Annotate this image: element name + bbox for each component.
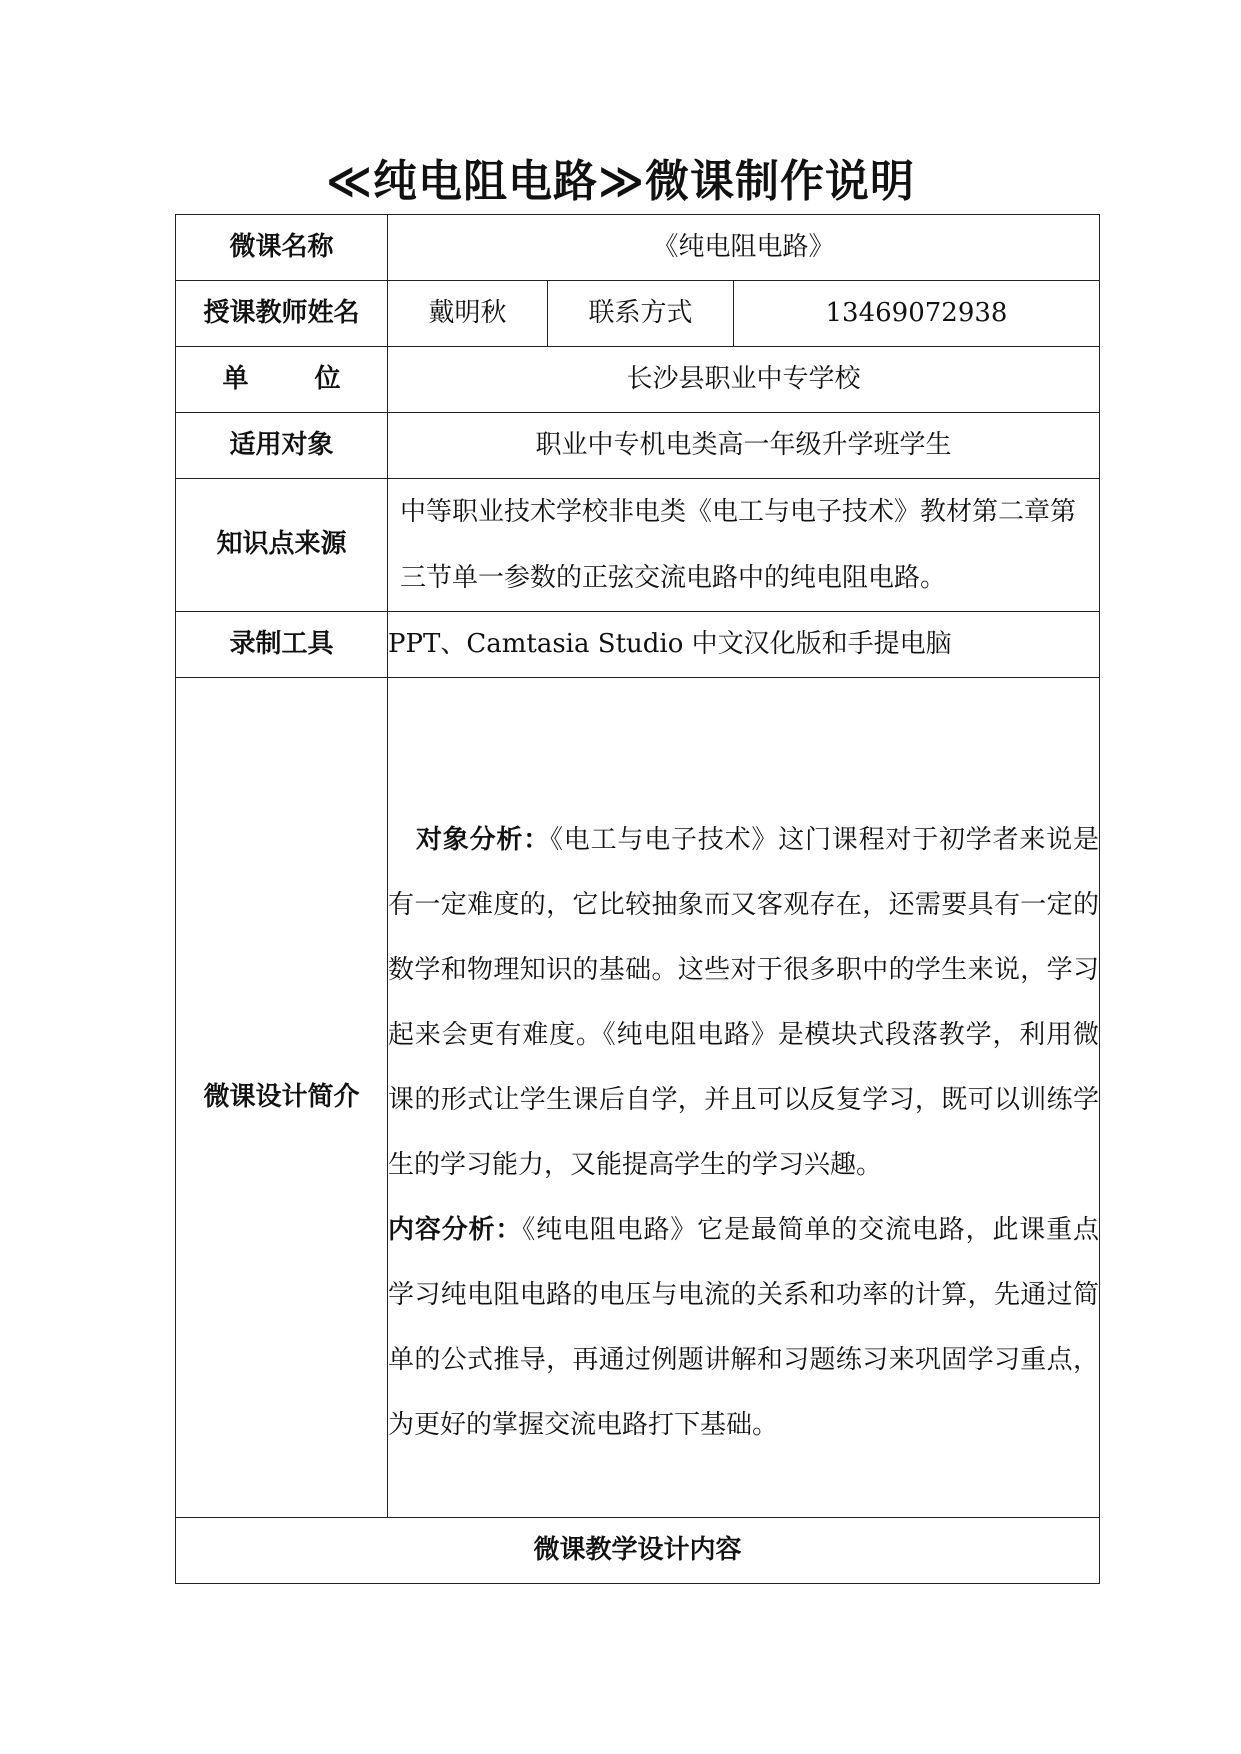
unit-label-right: 位 <box>314 363 341 394</box>
audience-label: 适用对象 <box>176 413 388 479</box>
contact-label: 联系方式 <box>548 281 734 347</box>
tools-label: 录制工具 <box>176 612 388 678</box>
unit-label <box>176 347 388 413</box>
contact-value: 13469072938 <box>734 281 1100 347</box>
course-name-label: 微课名称 <box>176 215 388 281</box>
object-analysis-paragraph <box>388 808 1099 1198</box>
design-cell <box>388 678 1100 1518</box>
course-name-value: 《纯电阻电路》 <box>388 215 1100 281</box>
audience-value: 职业中专机电类高一年级升学班学生 <box>388 413 1100 479</box>
source-value: 中等职业技术学校非电类《电工与电子技术》教材第二章第三节单一参数的正弦交流电路中的纯电阻电路。 <box>400 497 1077 593</box>
row-teacher <box>176 281 1100 347</box>
object-analysis-text: 《电工与电子技术》这门课程对于初学者来说是有一定难度的，它比较抽象而又客观存在，还需要具有一定的数学和物理知识的基础。这些对于很多职中的学生来说，学习起来会更有难度。《纯电阻电路》是模块式段落教学，利用微课的形式让学生课后自学，并且可以反复学习，既可以训练学生的学习能力，又能提高学生的学习兴趣。 <box>388 824 1100 1180</box>
row-source <box>176 479 1100 612</box>
teacher-name-label: 授课教师姓名 <box>176 281 388 347</box>
object-analysis-lead: 对象分析： <box>416 824 550 855</box>
design-content-heading: 微课教学设计内容 <box>176 1518 1100 1584</box>
design-label: 微课设计简介 <box>176 678 388 1518</box>
source-label: 知识点来源 <box>176 479 388 612</box>
row-audience <box>176 413 1100 479</box>
row-unit <box>176 347 1100 413</box>
row-design <box>176 678 1100 1518</box>
source-cell <box>388 479 1100 612</box>
unit-value: 长沙县职业中专学校 <box>388 347 1100 413</box>
tools-value: PPT、Camtasia Studio 中文汉化版和手提电脑 <box>388 612 1100 678</box>
unit-label-left: 单 <box>222 363 249 394</box>
course-info-table <box>175 214 1100 1584</box>
page-title: ≪纯电阻电路≫微课制作说明 <box>325 156 916 207</box>
row-tools <box>176 612 1100 678</box>
row-footer <box>176 1518 1100 1584</box>
teacher-name-value: 戴明秋 <box>388 281 548 347</box>
row-course-name <box>176 215 1100 281</box>
design-text <box>388 808 1099 1458</box>
content-analysis-paragraph <box>388 1198 1099 1458</box>
content-analysis-lead: 内容分析： <box>388 1214 523 1245</box>
content-analysis-text: 《纯电阻电路》它是最简单的交流电路，此课重点学习纯电阻电路的电压与电流的关系和功率的计算，先通过简单的公式推导，再通过例题讲解和习题练习来巩固学习重点，为更好的掌握交流电路打下基础。 <box>388 1214 1100 1440</box>
